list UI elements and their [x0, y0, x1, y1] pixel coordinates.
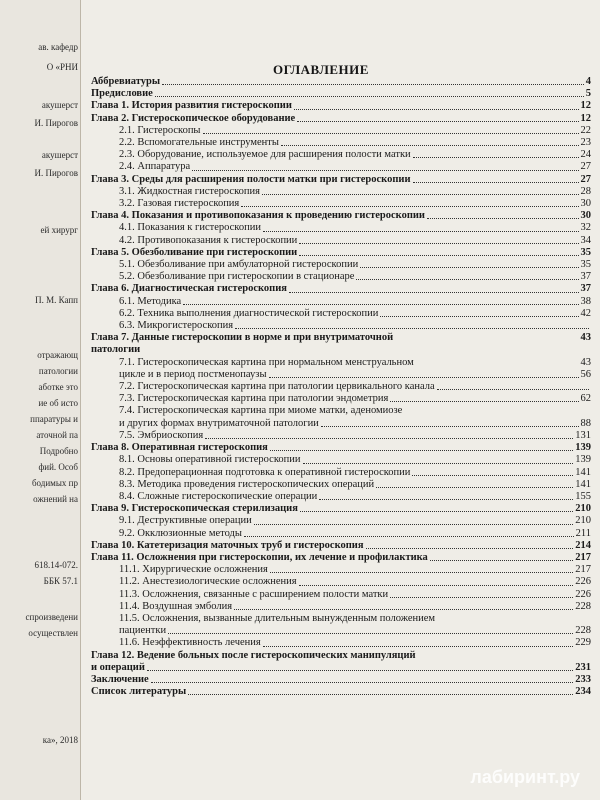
toc-entry-page: 35 — [580, 246, 591, 258]
dot-leader — [430, 560, 573, 561]
watermark-logo: лабиринт.ру — [470, 767, 580, 787]
dot-leader — [270, 450, 573, 451]
toc-entry-title: 11.2. Анестезиологические осложнения — [119, 576, 297, 588]
dot-leader — [241, 206, 578, 207]
toc-entry — [91, 76, 591, 88]
dot-leader — [360, 267, 578, 268]
toc-entry-page: 35 — [580, 259, 591, 271]
left-fragment: аботке это — [38, 382, 78, 392]
toc-entry-page: 22 — [580, 124, 591, 136]
toc-entry — [91, 161, 591, 173]
toc-entry-page: 42 — [580, 307, 591, 319]
toc-entry-title: патологии — [91, 344, 141, 356]
toc-entry-page: 37 — [580, 271, 591, 283]
toc-entry-title: Глава 7. Данные гистероскопии в норме и при внутриматочной — [91, 332, 394, 344]
toc-entry-page: 43 — [580, 356, 591, 368]
toc-entry-title: 8.3. Методика проведения гистероскопических операций — [119, 478, 375, 490]
toc-entry — [91, 100, 591, 112]
toc-entry-title: Глава 6. Диагностическая гистероскопия — [91, 283, 287, 295]
left-fragment: ие об исто — [38, 398, 78, 408]
toc-entry — [91, 674, 591, 686]
left-fragment: акушерст — [41, 150, 78, 160]
toc-entry-title: 6.1. Методика — [119, 295, 182, 307]
toc-entry-page: 210 — [575, 503, 591, 515]
dot-leader — [356, 279, 578, 280]
toc-entry-page: 56 — [580, 368, 591, 380]
toc-entry — [91, 186, 591, 198]
left-fragment: патологии — [38, 366, 78, 376]
toc-entry-page: 139 — [575, 454, 591, 466]
toc-entry-title: 11.3. Осложнения, связанные с расширением полости матки — [119, 588, 389, 600]
left-fragment: аточной па — [36, 430, 78, 440]
dot-leader — [299, 255, 578, 256]
toc-entry-page: 217 — [575, 551, 591, 563]
left-fragment: спроизведени — [25, 612, 78, 622]
toc-entry-title: Аббревиатуры — [91, 76, 161, 87]
toc-entry-page: 12 — [580, 100, 591, 112]
left-fragment: отражающ — [37, 350, 78, 360]
toc-entry-title: Глава 5. Обезболивание при гистероскопии — [91, 246, 298, 258]
dot-leader — [269, 377, 579, 378]
toc-entry-title: 2.1. Гистероскопы — [119, 124, 201, 136]
dot-leader — [380, 316, 578, 317]
toc-entry-page: 28 — [580, 185, 591, 197]
toc-entry — [91, 540, 591, 552]
toc-entry-title: Глава 2. Гистероскопическое оборудование — [91, 112, 296, 124]
toc-entry — [91, 369, 591, 381]
toc-entry-title: 11.1. Хирургические осложнения — [119, 564, 268, 576]
toc-entry-title: Глава 10. Катетеризация маточных труб и гистероскопия — [91, 539, 364, 551]
toc-entry-title: 2.3. Оборудование, используемое для расширения полости матки — [119, 149, 411, 161]
toc-entry-title: 5.2. Обезболивание при гистероскопии в стационаре — [119, 271, 355, 283]
toc-entry-page: 155 — [575, 490, 591, 502]
toc-entry — [91, 454, 591, 466]
toc-entry-title: цикле и в период постменопаузы — [119, 368, 267, 380]
toc-entry — [91, 320, 591, 332]
dot-leader — [263, 646, 574, 647]
toc-title: ОГЛАВЛЕНИЕ — [273, 62, 369, 77]
toc-entry — [91, 491, 591, 503]
dot-leader — [412, 475, 573, 476]
toc-entry — [91, 259, 591, 271]
left-fragment: И. Пирогов — [34, 118, 78, 128]
toc-entry — [91, 637, 591, 649]
toc-entry — [91, 503, 591, 515]
toc-entry — [91, 235, 591, 247]
toc-entry-title: Глава 12. Ведение больных после гистероскопических манипуляций — [91, 649, 416, 661]
toc-entry-page: 30 — [580, 198, 591, 210]
toc-entry-title: 11.6. Неэффективность лечения — [119, 637, 261, 649]
dot-leader — [300, 511, 573, 512]
toc-entry-page: 43 — [580, 332, 591, 344]
toc-entry — [91, 125, 591, 137]
left-fragment: ей хирург — [40, 225, 78, 235]
toc-entry — [91, 344, 591, 356]
toc-entry-title: Заключение — [91, 673, 149, 685]
left-fragment: ожнений на — [33, 494, 78, 504]
toc-entry-page: 23 — [580, 137, 591, 149]
toc-entry — [91, 149, 591, 161]
left-fragment: П. М. Капп — [35, 295, 78, 305]
toc-entry-page: 4 — [585, 76, 591, 87]
toc-entry-page: 141 — [575, 478, 591, 490]
toc-entry-title: Список литературы — [91, 686, 187, 698]
left-fragment: ка», 2018 — [42, 735, 78, 745]
dot-leader — [413, 182, 579, 183]
left-fragment: ББК 57.1 — [43, 576, 78, 586]
toc-list — [91, 76, 591, 698]
toc-entry-title: и других формах внутриматочной патологии — [119, 417, 319, 429]
toc-entry — [91, 174, 591, 186]
toc-entry-page: 24 — [580, 149, 591, 161]
dot-leader — [183, 304, 578, 305]
left-fragment: 618.14-072. — [34, 560, 78, 570]
toc-entry-title: 2.4. Аппаратура — [119, 161, 191, 173]
toc-entry-page: 214 — [575, 539, 591, 551]
toc-entry-title: Предисловие — [91, 88, 153, 100]
toc-entry-page: 27 — [580, 161, 591, 173]
left-fragment: фий. Особ — [38, 462, 78, 472]
dot-leader — [319, 499, 573, 500]
toc-entry-title: Глава 8. Оперативная гистероскопия — [91, 442, 268, 454]
toc-entry-page: 229 — [575, 637, 591, 649]
toc-entry-title: 8.1. Основы оперативной гистероскопии — [119, 454, 301, 466]
left-fragment: ппаратуры и — [30, 414, 78, 424]
toc-entry — [91, 442, 591, 454]
toc-page — [81, 0, 600, 800]
toc-entry-page: 32 — [580, 222, 591, 234]
toc-entry — [91, 467, 591, 479]
toc-entry — [91, 247, 591, 259]
dot-leader — [376, 487, 573, 488]
toc-entry-page: 228 — [575, 600, 591, 612]
toc-entry-title: Глава 1. История развития гистероскопии — [91, 100, 292, 112]
toc-entry — [91, 552, 591, 564]
toc-entry — [91, 283, 591, 295]
left-fragment: И. Пирогов — [34, 168, 78, 178]
left-fragment: бодимых пр — [31, 478, 78, 488]
left-fragment: Подробно — [39, 446, 78, 456]
toc-entry — [91, 515, 591, 527]
toc-entry-page: 139 — [575, 442, 591, 454]
toc-entry-title: 4.1. Показания к гистероскопии — [119, 222, 261, 234]
toc-entry-title: пациентки — [119, 625, 167, 637]
dot-leader — [270, 572, 573, 573]
toc-entry — [91, 198, 591, 210]
left-fragment: акушерст — [41, 100, 78, 110]
dot-leader — [234, 609, 573, 610]
toc-entry — [91, 357, 591, 369]
dot-leader — [321, 426, 579, 427]
toc-entry — [91, 393, 591, 405]
toc-entry-page: 210 — [575, 515, 591, 527]
toc-entry — [91, 113, 591, 125]
toc-entry-title: 9.1. Деструктивные операции — [119, 515, 252, 527]
toc-entry-page: 141 — [575, 466, 591, 478]
left-fragment: О «РНИ — [46, 62, 78, 72]
dot-leader — [263, 231, 579, 232]
dot-leader — [303, 463, 574, 464]
toc-entry-title: 11.5. Осложнения, вызванные длительным вынужденным положением — [119, 612, 436, 624]
toc-entry — [91, 613, 591, 625]
dot-leader — [289, 292, 579, 293]
toc-entry-title: Глава 4. Показания и противопоказания к проведению гистероскопии — [91, 210, 425, 222]
toc-entry — [91, 430, 591, 442]
toc-entry — [91, 576, 591, 588]
left-fragment: осуществлен — [28, 628, 78, 638]
toc-entry-title: 7.4. Гистероскопическая картина при миоме матки, аденомиозе — [119, 405, 403, 417]
toc-entry-title: 6.3. Микрогистероскопия — [119, 320, 234, 332]
toc-entry-title: 8.2. Предоперационная подготовка к оперативной гистероскопии — [119, 466, 411, 478]
toc-entry-title: 4.2. Противопоказания к гистероскопии — [119, 234, 298, 246]
left-fragment: ав. кафедр — [38, 42, 78, 52]
toc-entry-page: 37 — [580, 283, 591, 295]
toc-entry — [91, 271, 591, 283]
toc-entry-title: Глава 3. Среды для расширения полости матки при гистероскопии — [91, 173, 411, 185]
toc-entry-title: и операций — [91, 661, 145, 673]
toc-entry-title: 7.3. Гистероскопическая картина при патологии эндометрия — [119, 393, 389, 405]
toc-entry — [91, 137, 591, 149]
toc-entry — [91, 528, 591, 540]
toc-entry-title: 3.2. Газовая гистероскопия — [119, 198, 240, 210]
toc-entry-title: 7.1. Гистероскопическая картина при нормальном менструальном — [119, 356, 414, 368]
toc-entry — [91, 332, 591, 344]
dot-leader — [244, 536, 574, 537]
toc-entry — [91, 418, 591, 430]
toc-entry-title: Глава 9. Гистероскопическая стерилизация — [91, 503, 298, 515]
toc-entry — [91, 662, 591, 674]
toc-entry — [91, 686, 591, 698]
dot-leader — [147, 670, 573, 671]
toc-entry-title: 2.2. Вспомогательные инструменты — [119, 137, 279, 149]
dot-leader — [205, 438, 573, 439]
adjacent-page-edge — [0, 0, 81, 800]
dot-leader — [188, 694, 573, 695]
dot-leader — [299, 585, 574, 586]
toc-entry-page: 88 — [580, 417, 591, 429]
dot-leader — [254, 524, 574, 525]
toc-entry — [91, 601, 591, 613]
toc-entry-page: 38 — [580, 295, 591, 307]
toc-entry-title: 8.4. Сложные гистероскопические операции — [119, 490, 318, 502]
toc-entry-page: 27 — [580, 173, 591, 185]
toc-entry — [91, 589, 591, 601]
toc-entry — [91, 210, 591, 222]
toc-entry — [91, 479, 591, 491]
dot-leader — [168, 633, 573, 634]
toc-entry-page: 5 — [585, 88, 591, 100]
toc-entry-page: 217 — [575, 564, 591, 576]
toc-entry — [91, 625, 591, 637]
toc-entry — [91, 296, 591, 308]
dot-leader — [437, 389, 589, 390]
toc-entry-page: 131 — [575, 429, 591, 441]
toc-entry-title: 6.2. Техника выполнения диагностической гистероскопии — [119, 307, 379, 319]
dot-leader — [162, 84, 584, 85]
toc-entry-title: 9.2. Окклюзионные методы — [119, 527, 242, 539]
toc-entry-page: 228 — [575, 625, 591, 637]
dot-leader — [203, 133, 579, 134]
toc-entry — [91, 308, 591, 320]
toc-entry — [91, 381, 591, 393]
toc-entry — [91, 650, 591, 662]
dot-leader — [151, 682, 574, 683]
dot-leader — [366, 548, 574, 549]
dot-leader — [413, 157, 579, 158]
dot-leader — [262, 194, 579, 195]
toc-entry — [91, 405, 591, 417]
toc-entry-page: 226 — [575, 576, 591, 588]
toc-entry — [91, 88, 591, 100]
dot-leader — [297, 121, 578, 122]
toc-entry — [91, 222, 591, 234]
toc-entry-page: 231 — [575, 661, 591, 673]
dot-leader — [299, 243, 578, 244]
toc-entry-page: 211 — [575, 527, 591, 539]
toc-entry-page: 34 — [580, 234, 591, 246]
dot-leader — [192, 170, 578, 171]
dot-leader — [294, 109, 579, 110]
toc-entry — [91, 564, 591, 576]
toc-entry-title: 5.1. Обезболивание при амбулаторной гистероскопии — [119, 259, 359, 271]
dot-leader — [281, 145, 579, 146]
dot-leader — [155, 96, 584, 97]
toc-entry-page: 30 — [580, 210, 591, 222]
toc-entry-title: 7.5. Эмбриоскопия — [119, 429, 204, 441]
dot-leader — [427, 218, 579, 219]
dot-leader — [390, 401, 578, 402]
toc-entry-page: 226 — [575, 588, 591, 600]
toc-entry-page: 12 — [580, 112, 591, 124]
toc-entry-title: 11.4. Воздушная эмболия — [119, 600, 233, 612]
toc-entry-page: 233 — [575, 673, 591, 685]
dot-leader — [390, 597, 573, 598]
toc-entry-title: 3.1. Жидкостная гистероскопия — [119, 185, 260, 197]
toc-entry-page: 62 — [580, 393, 591, 405]
toc-entry-title: 7.2. Гистероскопическая картина при патологии цервикального канала — [119, 381, 435, 393]
toc-entry-page: 234 — [575, 686, 591, 698]
dot-leader — [235, 328, 589, 329]
toc-entry-title: Глава 11. Осложнения при гистероскопии, их лечение и профилактика — [91, 551, 428, 563]
